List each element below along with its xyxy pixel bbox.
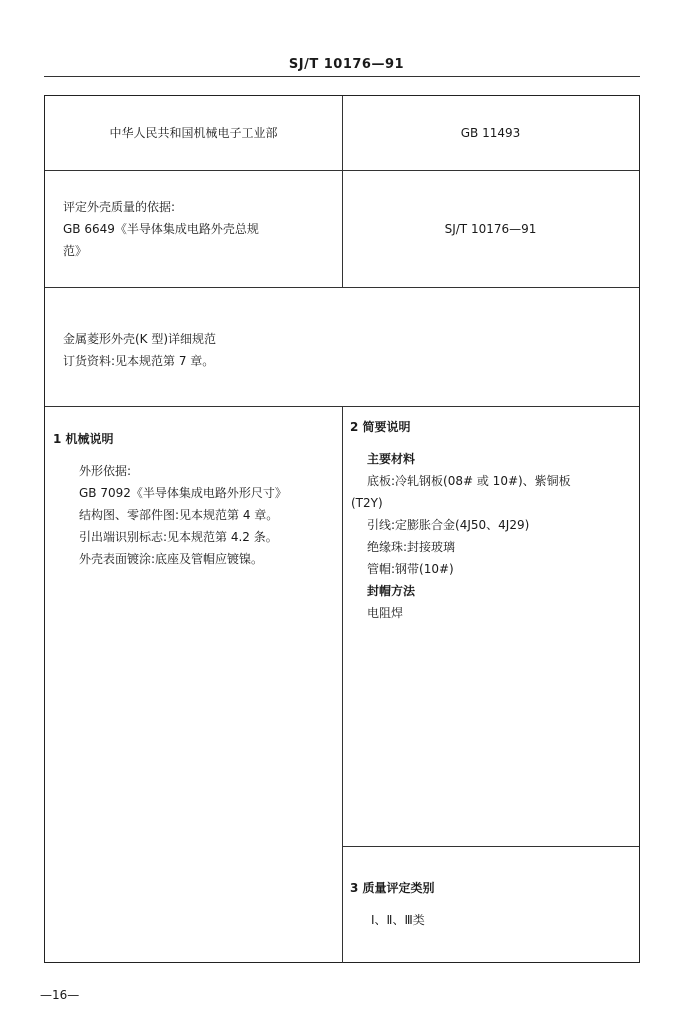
section-1-line: 外壳表面镀涂:底座及管帽应镀镍。 xyxy=(79,552,264,566)
section-2-line: (T2Y) xyxy=(351,496,383,510)
section-2-line: 主要材料 xyxy=(367,452,416,466)
section-1-line: 外形依据: xyxy=(79,464,132,478)
section-divider-right xyxy=(342,846,639,847)
spec-number: SJ/T 10176—91 xyxy=(444,222,537,236)
header-divider xyxy=(44,76,640,77)
section-2-line: 电阻焊 xyxy=(367,606,404,620)
section-2-line: 绝缘珠:封接玻璃 xyxy=(367,540,456,554)
document-number-header: SJ/T 10176—91 xyxy=(288,57,405,72)
row-divider-2 xyxy=(45,287,639,288)
basis-line-1: GB 6649《半导体集成电路外壳总规 xyxy=(63,222,259,236)
page-number: —16— xyxy=(40,988,80,1002)
issuer-name: 中华人民共和国机械电子工业部 xyxy=(109,126,278,140)
quality-category: Ⅰ、Ⅱ、Ⅲ类 xyxy=(371,913,425,927)
section-2-line: 引线:定膨胀合金(4J50、4J29) xyxy=(367,518,530,532)
basis-title: 评定外壳质量的依据: xyxy=(63,200,176,214)
section-1-line: 引出端识别标志:见本规范第 4.2 条。 xyxy=(79,530,278,544)
section-2-line: 封帽方法 xyxy=(367,584,416,598)
spec-table xyxy=(44,95,640,963)
section-3-heading: 3 质量评定类别 xyxy=(350,881,435,895)
vertical-divider-bottom xyxy=(342,406,343,963)
row-divider-1 xyxy=(45,170,639,171)
standard-reference: GB 11493 xyxy=(460,126,521,140)
section-2-line: 管帽:钢带(10#) xyxy=(367,562,454,576)
section-2-heading: 2 简要说明 xyxy=(350,420,411,434)
section-2-line: 底板:冷轧钢板(08# 或 10#)、紫铜板 xyxy=(367,474,571,488)
section-1-line: 结构图、零部件图:见本规范第 4 章。 xyxy=(79,508,279,522)
section-1-heading: 1 机械说明 xyxy=(53,432,114,446)
section-1-line: GB 7092《半导体集成电路外形尺寸》 xyxy=(79,486,287,500)
basis-line-2: 范》 xyxy=(63,244,88,258)
spec-title: 金属菱形外壳(K 型)详细规范 xyxy=(63,332,217,346)
order-info: 订货资料:见本规范第 7 章。 xyxy=(63,354,215,368)
